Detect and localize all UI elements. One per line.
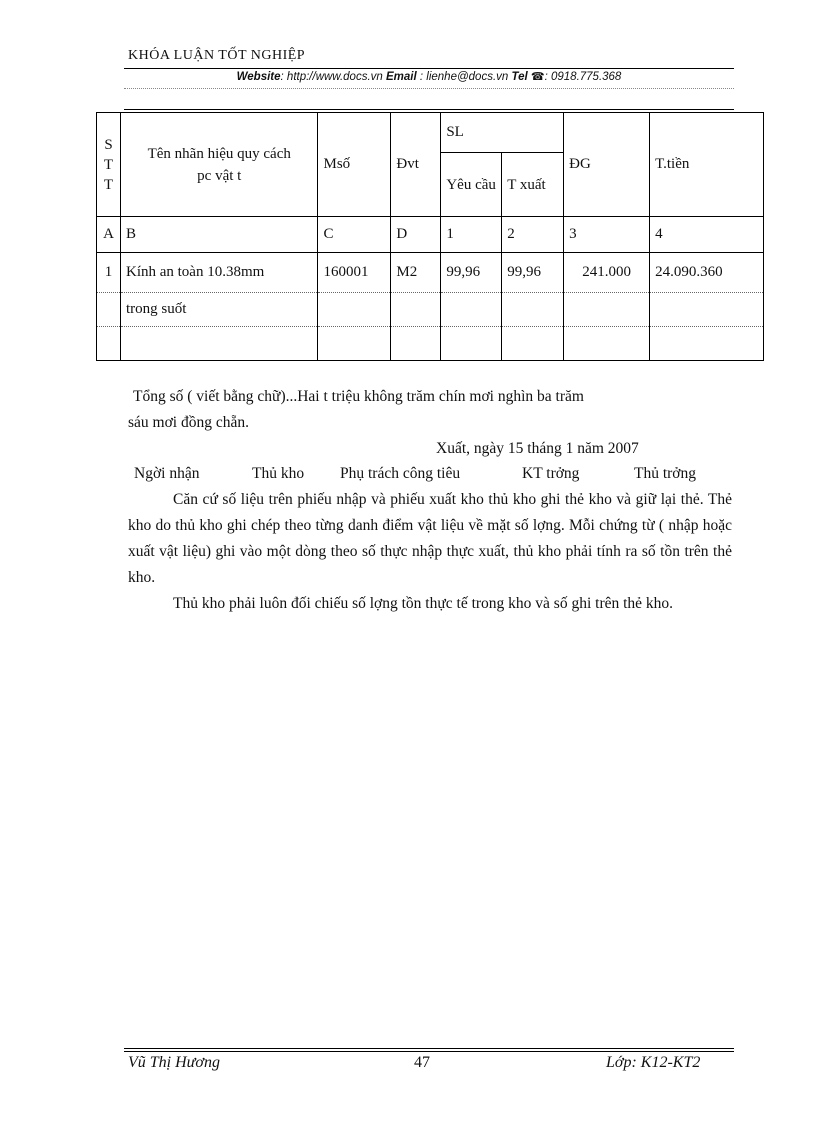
index-cell: 2 bbox=[502, 217, 564, 253]
email-address[interactable]: : lienhe@docs.vn bbox=[419, 71, 509, 83]
index-cell: B bbox=[120, 217, 318, 253]
header-rule bbox=[124, 68, 734, 69]
empty-cell bbox=[441, 293, 502, 327]
footer-class: Lớp: K12-KT2 bbox=[606, 1054, 701, 1071]
row-issued-qty: 99,96 bbox=[502, 253, 564, 293]
amount-header: T.tiền bbox=[650, 113, 764, 217]
index-cell: C bbox=[318, 217, 391, 253]
row-code: 160001 bbox=[318, 253, 391, 293]
index-cell: 1 bbox=[441, 217, 502, 253]
phone-icon: ☎ bbox=[530, 71, 545, 83]
row-unit: M2 bbox=[391, 253, 441, 293]
index-cell: A bbox=[97, 217, 121, 253]
row-requested-qty: 99,96 bbox=[441, 253, 502, 293]
footer-rule-double bbox=[124, 1051, 734, 1052]
total-in-words-line-1: Tổng số ( viết bằng chữ)...Hai t triệu không trăm chín mơi nghìn ba trăm bbox=[133, 388, 584, 405]
footer-rule bbox=[124, 1048, 734, 1049]
issued-header: T xuất bbox=[502, 153, 564, 217]
empty-cell bbox=[650, 327, 764, 361]
index-cell: 4 bbox=[650, 217, 764, 253]
website-url[interactable]: : http://www.docs.vn bbox=[280, 71, 383, 83]
row-amount: 24.090.360 bbox=[650, 253, 764, 293]
empty-cell bbox=[564, 327, 650, 361]
body-paragraph-1: Căn cứ số liệu trên phiếu nhập và phiếu xuất kho thủ kho ghi thẻ kho và giữ lại thẻ. Thẻ kho do thủ kho ghi chép theo từng danh điểm vật liệu về mặt số lợng. Mỗi chứng từ ( nhập hoặc xuất vật liệu) ghi vào một dòng theo số thực nhập thực xuất, thủ kho phải tính ra số tồn trên thẻ kho. bbox=[128, 491, 732, 586]
empty-cell bbox=[391, 293, 441, 327]
header-dotted-rule bbox=[124, 88, 734, 89]
price-header: ĐG bbox=[564, 113, 650, 217]
requested-header: Yêu cầu bbox=[441, 153, 502, 217]
footer-author: Vũ Thị Hương bbox=[128, 1054, 220, 1071]
unit-header: Đvt bbox=[391, 113, 441, 217]
signature-chief-accountant: KT trởng bbox=[522, 465, 580, 482]
index-cell: D bbox=[391, 217, 441, 253]
name-header: Tên nhãn hiệu quy cách pc vật t bbox=[120, 113, 318, 217]
body-paragraph-2: Thủ kho phải luôn đối chiếu số lợng tồn thực tế trong kho và số ghi trên thẻ kho. bbox=[173, 595, 674, 612]
website-label: Website bbox=[236, 71, 281, 83]
goods-issue-table bbox=[96, 112, 764, 361]
row-item-name: Kính an toàn 10.38mm bbox=[120, 253, 318, 293]
signature-receiver: Ngời nhận bbox=[134, 465, 200, 482]
empty-cell bbox=[502, 327, 564, 361]
email-label: Email bbox=[386, 71, 417, 83]
tel-number: : 0918.775.368 bbox=[544, 71, 622, 83]
empty-cell bbox=[441, 327, 502, 361]
header-contact-line bbox=[124, 70, 734, 83]
header-bottom-rule bbox=[124, 109, 734, 110]
stt-header: S T T bbox=[97, 113, 121, 217]
row-unit-price: 241.000 bbox=[564, 253, 650, 293]
tel-label: Tel bbox=[511, 71, 528, 83]
quantity-header: SL bbox=[441, 113, 564, 153]
footer-page-number: 47 bbox=[414, 1054, 430, 1071]
signature-supply-manager: Phụ trách công tiêu bbox=[340, 465, 461, 482]
signature-storekeeper: Thủ kho bbox=[252, 465, 305, 482]
signature-director: Thủ trởng bbox=[634, 465, 697, 482]
row-stt: 1 bbox=[97, 253, 121, 293]
empty-cell bbox=[97, 293, 121, 327]
empty-cell bbox=[391, 327, 441, 361]
empty-cell bbox=[318, 327, 391, 361]
empty-cell bbox=[502, 293, 564, 327]
empty-cell bbox=[318, 293, 391, 327]
index-cell: 3 bbox=[564, 217, 650, 253]
row-item-name-continuation: trong suốt bbox=[120, 293, 318, 327]
empty-cell bbox=[650, 293, 764, 327]
total-in-words-line-2: sáu mơi đồng chẵn. bbox=[128, 414, 249, 431]
empty-cell bbox=[564, 293, 650, 327]
issue-date: Xuất, ngày 15 tháng 1 năm 2007 bbox=[436, 440, 639, 457]
empty-cell bbox=[97, 327, 121, 361]
document-header-title: KHÓA LUẬN TỐT NGHIỆP bbox=[128, 48, 306, 63]
empty-cell bbox=[120, 327, 318, 361]
code-header: Msố bbox=[318, 113, 391, 217]
